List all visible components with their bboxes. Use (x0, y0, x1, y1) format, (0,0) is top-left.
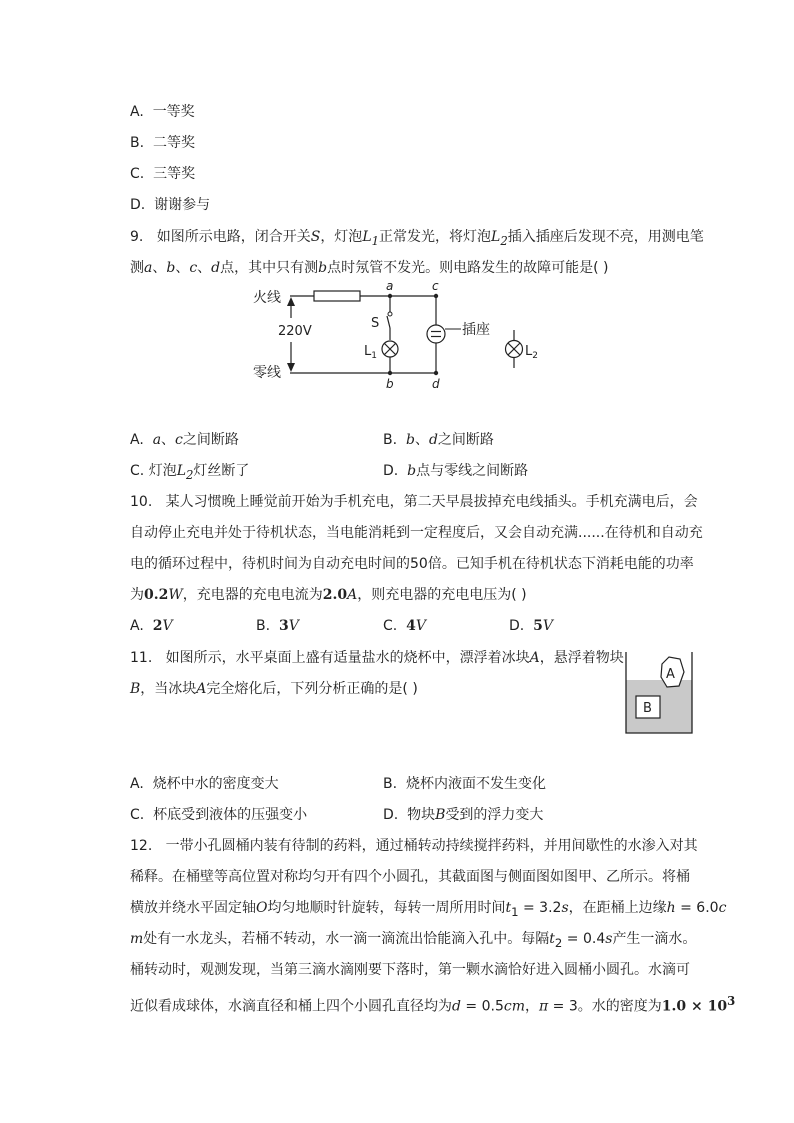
q8-option-a: A. 一等奖 (130, 104, 195, 120)
q11-option-b: B. 烧杯内液面不发生变化 (383, 776, 546, 792)
q11-option-c: C. 杯底受到液体的压强变小 (130, 807, 308, 823)
q10-stem-line1: 10. 某人习惯晚上睡觉前开始为手机充电，第二天早晨拔掉充电线插头。手机充满电后，会 (130, 494, 698, 510)
q12-stem-line4: m处有一水龙头，若桶不转动，水一滴一滴流出恰能滴入孔中。每隔$t_2 = 0.4s$产生一滴水。 (130, 931, 697, 950)
q11-stem-line2: B，当冰块A完全熔化后，下列分析正确的是( ) (130, 681, 418, 697)
q10-option-d: D. 5V (509, 618, 554, 634)
q8-option-c: C. 三等奖 (130, 166, 196, 182)
q12-stem-line5: 桶转动时，观测发现，当第三滴水滴刚要下落时，第一颗水滴恰好进入圆桶小圆孔。水滴可 (130, 962, 690, 978)
q10-option-c: C. 4V (383, 618, 427, 634)
q9-stem-line1: 9. 如图所示电路，闭合开关S，灯泡$L_1$正常发光，将灯泡$L_2$插入插座后发现不亮，用测电笔 (130, 229, 704, 248)
q11-option-d: D. 物块B受到的浮力变大 (383, 807, 544, 823)
q12-stem-line6: 近似看成球体，水滴直径和桶上四个小圆孔直径均为d = 0.5cm，π = 3。水的密度为$1.0 \times 10^3$ (130, 994, 736, 1015)
socket-label: 插座 (462, 322, 490, 338)
point-d-label: d (432, 377, 440, 391)
fuse-resistor (314, 291, 360, 301)
q10-option-b: B. 3V (256, 618, 299, 634)
q12-stem-line2: 稀释。在桶壁等高位置对称均匀开有四个小圆孔，其截面图与侧面图如图甲、乙所示。将桶 (130, 869, 690, 885)
lamp-l1-icon (382, 341, 398, 357)
lamp-l2-label: $L_2$ (525, 344, 538, 361)
q8-option-b: B. 二等奖 (130, 135, 195, 151)
q8-option-d: D. 谢谢参与 (130, 197, 211, 213)
q9-option-b: B. b、d之间断路 (383, 432, 494, 448)
point-a-label: a (386, 280, 394, 293)
q9-option-c: C. 灯泡$L_2$灯丝断了 (130, 463, 250, 482)
q10-stem-line3: 电的循环过程中，待机时间为自动充电时间的50倍。已知手机在待机状态下消耗电能的功率 (130, 556, 694, 572)
q10-stem-line4: 为0.2W，充电器的充电电流为2.0A，则充电器的充电电压为( ) (130, 587, 527, 603)
q12-stem-line3: 横放并绕水平固定轴O均匀地顺时针旋转，每转一周所用时间$t_1 = 3.2s$，在距桶上边缘h = 6.0c (130, 900, 727, 919)
q10-stem-line2: 自动停止充电并处于待机状态，当电能消耗到一定程度后，又会自动充满......在待机和自动充 (130, 525, 703, 541)
q11-stem-line1: 11. 如图所示，水平桌面上盛有适量盐水的烧杯中，漂浮着冰块A，悬浮着物块 (130, 650, 624, 666)
q10-option-a: A. 2V (130, 618, 173, 634)
neutral-wire-label: 零线 (253, 365, 281, 381)
q11-beaker-diagram (622, 650, 696, 738)
switch-label: S (371, 316, 380, 331)
q12-stem-line1: 12. 一带小孔圆桶内装有待制的药料，通过桶转动持续搅拌药料，并用间歇性的水渗入对其 (130, 838, 698, 854)
q9-circuit-diagram (240, 280, 560, 400)
point-b-label: b (386, 377, 394, 391)
q9-stem-line2: 测a、b、c、d点，其中只有测b点时氖管不发光。则电路发生的故障可能是( ) (130, 260, 609, 276)
ice-block-a-label: A (666, 667, 675, 682)
socket-icon (427, 325, 445, 343)
block-b-label: B (643, 701, 652, 716)
live-wire-label: 火线 (253, 290, 281, 306)
lamp-l1-label: $L_1$ (364, 344, 377, 361)
point-c-label: c (432, 280, 439, 293)
voltage-label: 220V (278, 324, 312, 339)
q9-option-d: D. b点与零线之间断路 (383, 463, 529, 479)
q9-option-a: A. a、c之间断路 (130, 432, 239, 448)
switch-s-blade (387, 316, 390, 328)
lamp-l2-icon (506, 330, 523, 368)
q11-option-a: A. 烧杯中水的密度变大 (130, 776, 279, 792)
